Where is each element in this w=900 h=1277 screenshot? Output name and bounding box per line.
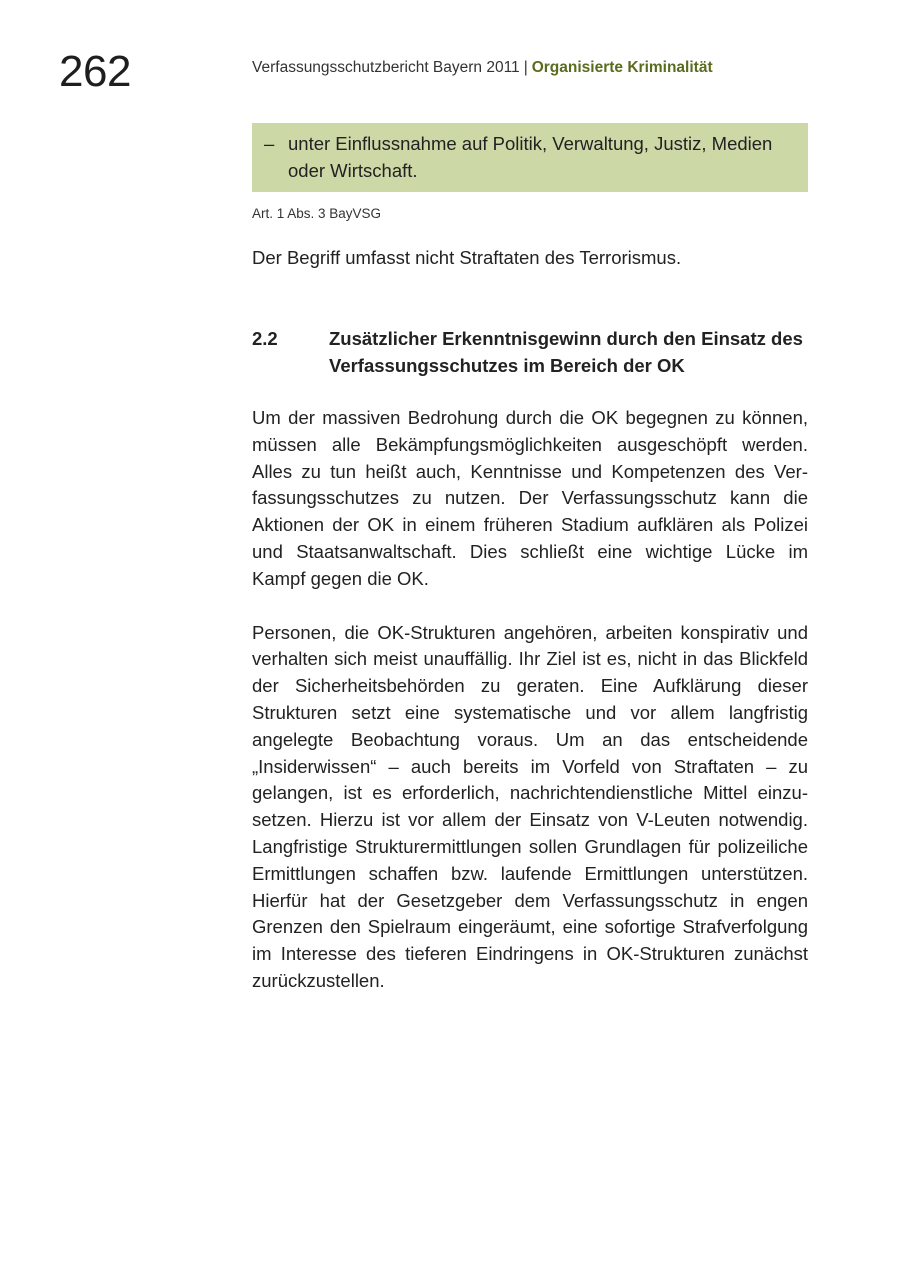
header-publication-title: Verfassungsschutzbericht Bayern 2011 xyxy=(252,59,520,76)
header-separator: | xyxy=(523,59,528,76)
section-heading xyxy=(252,325,808,379)
legal-citation: Art. 1 Abs. 3 BayVSG xyxy=(252,206,382,221)
body-paragraph: Um der massiven Bedrohung durch die OK begegnen zu können, müssen alle Bekämpfungsmöglichkeiten ausgeschöpft werden. Alles zu tun heißt auch, Kenntnisse und Kompetenzen des Verfassungsschutzes zu nutzen. Der Verfassungsschutz kann die Aktionen der OK in einem früheren Stadium aufklären als Polizei und Staatsanwaltschaft. Dies schließt eine wichtige Lücke im Kampf gegen die OK. xyxy=(252,407,808,589)
definition-box xyxy=(252,123,808,192)
header-section-title: Organisierte Kriminalität xyxy=(531,59,713,76)
body-paragraph: Personen, die OK-Strukturen angehören, arbeiten konspirativ und verhalten sich meist unauffällig. Ihr Ziel ist es, nicht in das Blickfeld der Sicherheitsbehörden zu geraten. Eine Aufklärung dieser Strukturen setzt eine systematische und vor allem langfristig angelegte Beobachtung voraus. Um an das entscheidende „Insiderwissen“ – auch bereits im Vorfeld von Straftaten – zu gelangen, ist es erforderlich, nachrichtendienstliche Mittel einzusetzen. Hierzu ist vor allem der Einsatz von V-Leuten notwendig. Langfristige Strukturermittlungen sollen Grundlagen für polizeiliche Ermittlungen schaffen bzw. laufende Ermittlungen unterstützen. Hierfür hat der Gesetzgeber dem Verfassungsschutz in engen Grenzen den Spielraum eingeräumt, eine sofortige Strafverfolgung im Interesse des tieferen Eindringens in OK-Strukturen zunächst zurückzustellen. xyxy=(252,621,808,991)
page-content xyxy=(252,123,808,1013)
running-header xyxy=(252,59,713,77)
section-title: Zusätzlicher Erkenntnisgewinn durch den Einsatz des Verfassungsschutzes im Bereich der OK xyxy=(329,328,803,376)
terrorism-note: Der Begriff umfasst nicht Straftaten des Terrorismus. xyxy=(252,247,682,268)
definition-item: unter Einflussnahme auf Politik, Verwaltung, Justiz, Medien oder Wirtschaft. xyxy=(288,133,773,181)
list-dash: – xyxy=(264,133,275,154)
section-number: 2.2 xyxy=(252,328,278,349)
page-number: 262 xyxy=(59,47,131,96)
